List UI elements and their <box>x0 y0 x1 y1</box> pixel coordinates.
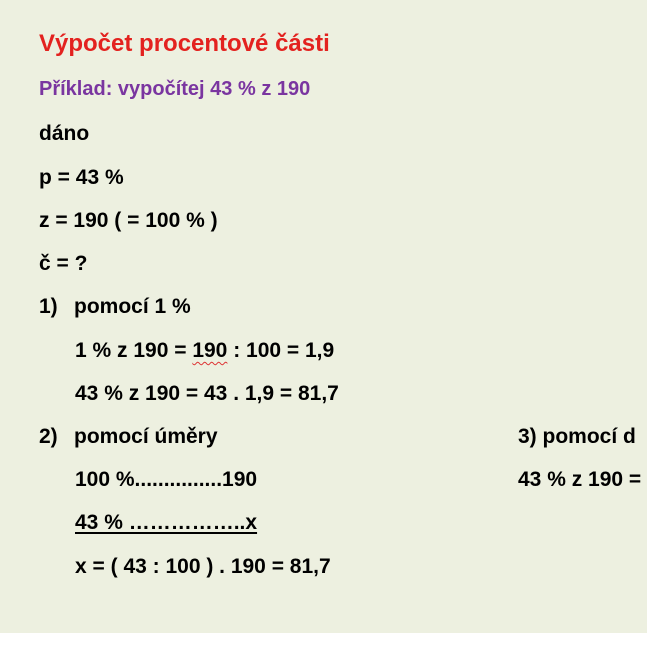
given-z: z = 190 ( = 100 % ) <box>39 209 218 232</box>
method-1-step-1-suffix: : 100 = 1,9 <box>227 339 335 362</box>
slide-title: Výpočet procentové části <box>39 30 330 57</box>
method-3-line: 43 % z 190 = <box>518 468 642 491</box>
proportion-row-1: 100 %...............190 <box>75 468 258 491</box>
method-1-label: pomocí 1 % <box>74 295 191 318</box>
given-p: p = 43 % <box>39 166 124 189</box>
proportion-row-2: 43 % ……………..x <box>75 511 258 534</box>
method-1-step-1-prefix: 1 % z 190 = <box>75 339 193 362</box>
method-2-number: 2) <box>39 425 58 448</box>
spellcheck-marked-number: 190 <box>192 339 228 362</box>
given-c: č = ? <box>39 252 88 275</box>
method-1-heading <box>39 294 191 320</box>
method-3-heading: 3) pomocí d <box>518 425 636 448</box>
method-2-heading <box>39 424 218 450</box>
method-1-number: 1) <box>39 295 58 318</box>
method-2-label: pomocí úměry <box>74 425 218 448</box>
method-2-result: x = ( 43 : 100 ) . 190 = 81,7 <box>75 555 331 578</box>
example-heading: Příklad: vypočítej 43 % z 190 <box>39 78 311 100</box>
method-1-step-1 <box>75 338 334 364</box>
bottom-margin <box>0 633 647 648</box>
method-1-step-2: 43 % z 190 = 43 . 1,9 = 81,7 <box>75 382 339 405</box>
given-label: dáno <box>39 122 90 145</box>
